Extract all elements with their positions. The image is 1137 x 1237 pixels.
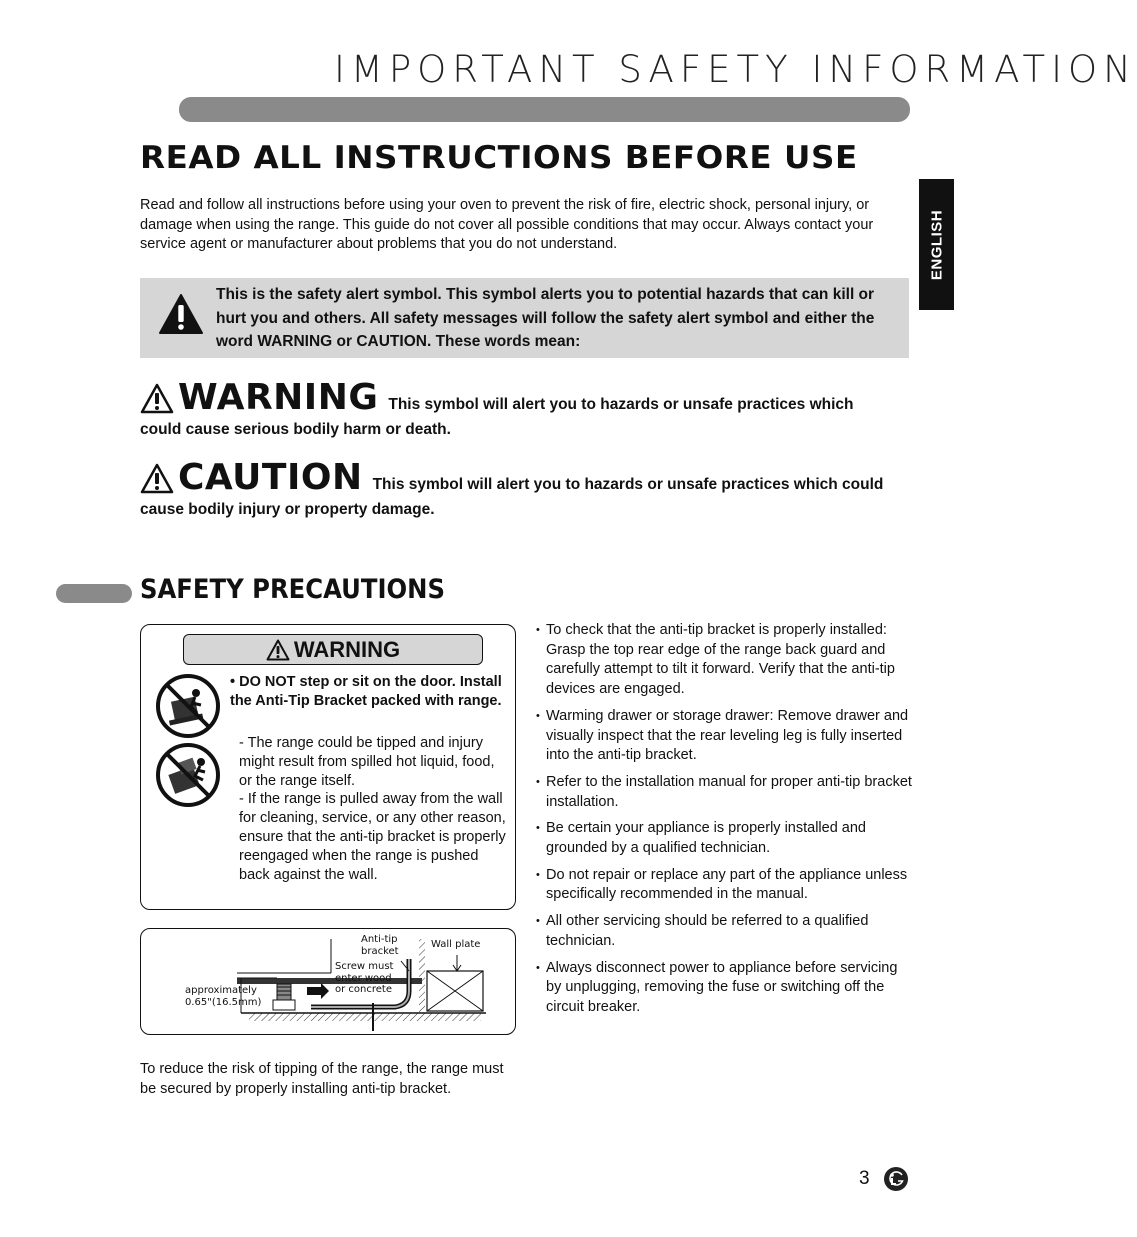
wall-plate-label: Wall plate — [431, 939, 481, 950]
screw-label-2: enter wood — [335, 972, 392, 984]
safety-alert-icon — [158, 293, 204, 335]
warning-box — [140, 624, 516, 910]
caution-word: CAUTION — [178, 457, 363, 498]
page-header-title: IMPORTANT SAFETY INFORMATION — [334, 48, 1137, 91]
approx-label-1: approximately — [185, 985, 257, 996]
approx-label-2: 0.65"(16.5mm) — [185, 997, 262, 1008]
caution-desc-line2: cause bodily injury or property damage. — [140, 501, 435, 518]
list-item: • Do not repair or replace any part of the appliance unless specifically recommended in the manual. — [536, 866, 916, 905]
section-marker — [56, 584, 132, 603]
anti-tip-label-1: Anti-tip — [361, 934, 398, 945]
warning-word: WARNING — [178, 377, 379, 418]
precautions-list — [536, 621, 916, 1025]
no-stepping-on-door-icon — [155, 673, 221, 739]
main-heading: READ ALL INSTRUCTIONS BEFORE USE — [140, 140, 858, 176]
language-tab-label: ENGLISH — [928, 209, 945, 280]
anti-tip-diagram — [140, 928, 516, 1035]
warning-sub-point-1: - The range could be tipped and injury might result from spilled hot liquid, food, or the range itself. — [239, 735, 495, 789]
list-item: • To check that the anti-tip bracket is properly installed: Grasp the top rear edge of the range back guard and carefully attempt to tilt it forward. Verify that the anti-tip devices are engaged. — [536, 621, 916, 700]
lg-logo-icon — [883, 1166, 909, 1192]
list-item: • Refer to the installation manual for proper anti-tip bracket installation. — [536, 773, 916, 812]
list-item: • Warming drawer or storage drawer: Remove drawer and visually inspect that the rear leveling leg is fully inserted into the anti-tip bracket. — [536, 707, 916, 766]
warning-label-pill — [183, 634, 483, 665]
list-item: • All other servicing should be referred to a qualified technician. — [536, 912, 916, 951]
screw-label-1: Screw must — [335, 961, 394, 972]
warning-sub-point-2: - If the range is pulled away from the wall for cleaning, service, or any other reason, ensure that the anti-tip bracket is properly reengaged when the range is pushed back against the wall. — [239, 791, 506, 883]
warning-label: WARNING — [293, 636, 401, 662]
intro-paragraph: Read and follow all instructions before using your oven to prevent the risk of fire, electric shock, personal injury, or damage when using the range. This guide do not cover all possible conditions that may occur. Always contact your service agent or manufacturer about problems that you do not understand. — [140, 197, 874, 252]
caution-desc-line1: This symbol will alert you to hazards or unsafe practices which could — [372, 476, 884, 493]
warning-main-point: • DO NOT step or sit on the door. Install the Anti-Tip Bracket packed with range. — [230, 674, 502, 709]
language-tab — [919, 179, 954, 310]
diagram-caption: To reduce the risk of tipping of the range, the range must be secured by properly installing anti-tip bracket. — [140, 1061, 504, 1097]
warning-definition — [140, 377, 920, 440]
anti-tip-label-2: bracket — [361, 945, 399, 957]
warning-desc-line2: could cause serious bodily harm or death. — [140, 421, 451, 438]
safety-alert-text: This is the safety alert symbol. This symbol alerts you to potential hazards that can kill or hurt you and others. All safety messages will follow the safety alert symbol and either the word WARNING or CAUTION. These words mean: — [216, 286, 875, 350]
warning-alert-icon — [266, 639, 290, 661]
section-heading: SAFETY PRECAUTIONS — [140, 574, 446, 605]
header-bar — [179, 97, 910, 122]
no-sitting-on-door-icon — [155, 742, 221, 808]
list-item: • Always disconnect power to appliance before servicing by unplugging, removing the fuse or switching off the circuit breaker. — [536, 959, 916, 1018]
caution-alert-icon — [140, 463, 174, 494]
page-number: 3 — [859, 1168, 870, 1189]
list-item: • Be certain your appliance is properly installed and grounded by a qualified technician. — [536, 819, 916, 858]
screw-label-3: or concrete — [335, 984, 392, 995]
safety-alert-box — [140, 278, 909, 358]
warning-alert-icon — [140, 383, 174, 414]
warning-desc-line1: This symbol will alert you to hazards or unsafe practices which — [388, 396, 854, 413]
caution-definition — [140, 457, 920, 520]
